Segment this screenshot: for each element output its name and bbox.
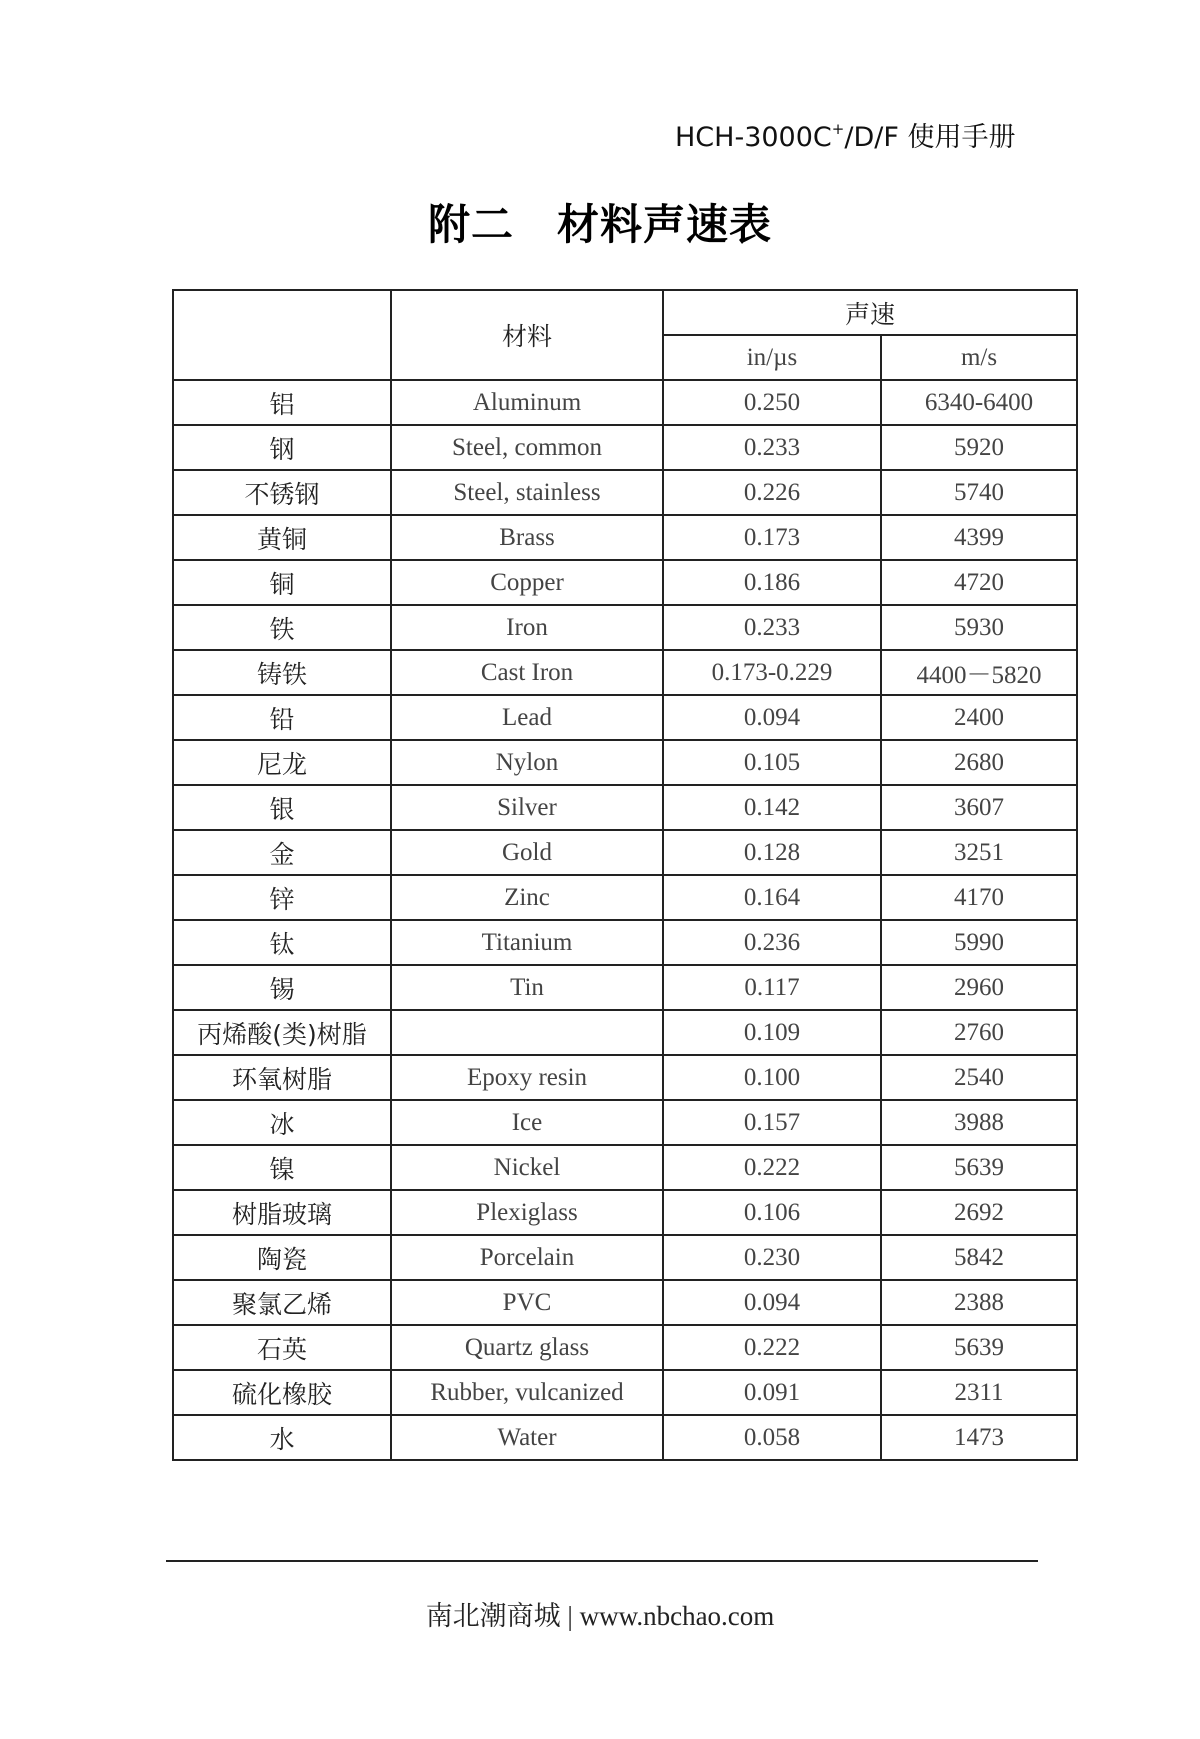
- header-model-sup: +: [831, 120, 845, 138]
- speed-m-per-s: 2388: [881, 1280, 1077, 1325]
- speed-in-per-us: 0.142: [663, 785, 881, 830]
- speed-in-per-us: 0.094: [663, 695, 881, 740]
- material-chinese-name: 水: [173, 1415, 391, 1460]
- material-english-name: Ice: [391, 1100, 663, 1145]
- material-english-name: Cast Iron: [391, 650, 663, 695]
- speed-m-per-s: 4400－5820: [881, 650, 1077, 695]
- table-row: [173, 1055, 1077, 1100]
- material-chinese-name: 铅: [173, 695, 391, 740]
- header-unit-in-us: in/µs: [663, 335, 881, 380]
- material-english-name: Epoxy resin: [391, 1055, 663, 1100]
- material-chinese-name: 树脂玻璃: [173, 1190, 391, 1235]
- page-header: [675, 115, 1055, 154]
- speed-m-per-s: 6340-6400: [881, 380, 1077, 425]
- table-row: [173, 1235, 1077, 1280]
- sound-speed-table: [172, 289, 1078, 1461]
- table-row: [173, 1190, 1077, 1235]
- table-row: [173, 470, 1077, 515]
- speed-m-per-s: 2960: [881, 965, 1077, 1010]
- speed-in-per-us: 0.094: [663, 1280, 881, 1325]
- speed-m-per-s: 1473: [881, 1415, 1077, 1460]
- speed-m-per-s: 2692: [881, 1190, 1077, 1235]
- table-row: [173, 875, 1077, 920]
- speed-m-per-s: 5920: [881, 425, 1077, 470]
- material-english-name: Porcelain: [391, 1235, 663, 1280]
- speed-in-per-us: 0.173: [663, 515, 881, 560]
- material-english-name: Nickel: [391, 1145, 663, 1190]
- speed-m-per-s: 5639: [881, 1325, 1077, 1370]
- material-chinese-name: 镍: [173, 1145, 391, 1190]
- header-unit-m-s: m/s: [881, 335, 1077, 380]
- material-english-name: Plexiglass: [391, 1190, 663, 1235]
- speed-m-per-s: 2680: [881, 740, 1077, 785]
- table-row: [173, 380, 1077, 425]
- speed-in-per-us: 0.236: [663, 920, 881, 965]
- header-material: 材料: [391, 290, 663, 380]
- material-chinese-name: 陶瓷: [173, 1235, 391, 1280]
- table-row: [173, 1100, 1077, 1145]
- material-chinese-name: 不锈钢: [173, 470, 391, 515]
- material-english-name: Aluminum: [391, 380, 663, 425]
- table-row: [173, 650, 1077, 695]
- speed-in-per-us: 0.233: [663, 425, 881, 470]
- speed-m-per-s: 4399: [881, 515, 1077, 560]
- table-row: [173, 830, 1077, 875]
- material-english-name: [391, 1010, 663, 1055]
- material-english-name: Silver: [391, 785, 663, 830]
- speed-m-per-s: 2311: [881, 1370, 1077, 1415]
- speed-m-per-s: 5990: [881, 920, 1077, 965]
- table-row: [173, 515, 1077, 560]
- speed-m-per-s: 4720: [881, 560, 1077, 605]
- material-chinese-name: 冰: [173, 1100, 391, 1145]
- speed-in-per-us: 0.164: [663, 875, 881, 920]
- material-english-name: Brass: [391, 515, 663, 560]
- material-english-name: Copper: [391, 560, 663, 605]
- material-english-name: Lead: [391, 695, 663, 740]
- header-model-prefix: HCH-3000C: [675, 122, 832, 153]
- speed-in-per-us: 0.105: [663, 740, 881, 785]
- material-english-name: Quartz glass: [391, 1325, 663, 1370]
- material-english-name: Rubber, vulcanized: [391, 1370, 663, 1415]
- table-row: [173, 1280, 1077, 1325]
- speed-in-per-us: 0.128: [663, 830, 881, 875]
- material-chinese-name: 硫化橡胶: [173, 1370, 391, 1415]
- header-speed: 声速: [663, 290, 1077, 335]
- speed-m-per-s: 3988: [881, 1100, 1077, 1145]
- footer-text: 南北潮商城 | www.nbchao.com: [425, 1601, 775, 1631]
- table-row: [173, 1325, 1077, 1370]
- page-title: 附二 材料声速表: [427, 200, 772, 249]
- material-chinese-name: 钢: [173, 425, 391, 470]
- material-chinese-name: 铝: [173, 380, 391, 425]
- speed-m-per-s: 5740: [881, 470, 1077, 515]
- material-english-name: Zinc: [391, 875, 663, 920]
- speed-in-per-us: 0.226: [663, 470, 881, 515]
- speed-in-per-us: 0.157: [663, 1100, 881, 1145]
- material-chinese-name: 铸铁: [173, 650, 391, 695]
- table-row: [173, 785, 1077, 830]
- material-english-name: Tin: [391, 965, 663, 1010]
- speed-in-per-us: 0.109: [663, 1010, 881, 1055]
- table-row: [173, 1010, 1077, 1055]
- speed-in-per-us: 0.250: [663, 380, 881, 425]
- header-blank-cell: [173, 290, 391, 380]
- speed-in-per-us: 0.222: [663, 1145, 881, 1190]
- material-chinese-name: 锡: [173, 965, 391, 1010]
- table-body: [173, 380, 1077, 1460]
- speed-in-per-us: 0.222: [663, 1325, 881, 1370]
- speed-m-per-s: 2400: [881, 695, 1077, 740]
- material-chinese-name: 铜: [173, 560, 391, 605]
- table-row: [173, 920, 1077, 965]
- material-chinese-name: 锌: [173, 875, 391, 920]
- material-english-name: Steel, stainless: [391, 470, 663, 515]
- speed-m-per-s: 2540: [881, 1055, 1077, 1100]
- speed-m-per-s: 5930: [881, 605, 1077, 650]
- material-english-name: Iron: [391, 605, 663, 650]
- material-chinese-name: 丙烯酸(类)树脂: [173, 1010, 391, 1055]
- speed-in-per-us: 0.186: [663, 560, 881, 605]
- material-english-name: Gold: [391, 830, 663, 875]
- table-row: [173, 1370, 1077, 1415]
- table-row: [173, 425, 1077, 470]
- material-english-name: Steel, common: [391, 425, 663, 470]
- material-chinese-name: 黄铜: [173, 515, 391, 560]
- speed-m-per-s: 5639: [881, 1145, 1077, 1190]
- material-chinese-name: 金: [173, 830, 391, 875]
- speed-in-per-us: 0.100: [663, 1055, 881, 1100]
- speed-m-per-s: 5842: [881, 1235, 1077, 1280]
- material-chinese-name: 钛: [173, 920, 391, 965]
- speed-in-per-us: 0.233: [663, 605, 881, 650]
- table-row: [173, 965, 1077, 1010]
- speed-m-per-s: 3251: [881, 830, 1077, 875]
- speed-m-per-s: 2760: [881, 1010, 1077, 1055]
- speed-m-per-s: 3607: [881, 785, 1077, 830]
- speed-in-per-us: 0.117: [663, 965, 881, 1010]
- material-chinese-name: 环氧树脂: [173, 1055, 391, 1100]
- material-english-name: Titanium: [391, 920, 663, 965]
- material-chinese-name: 石英: [173, 1325, 391, 1370]
- material-chinese-name: 聚氯乙烯: [173, 1280, 391, 1325]
- speed-in-per-us: 0.058: [663, 1415, 881, 1460]
- table-row: [173, 740, 1077, 785]
- material-chinese-name: 银: [173, 785, 391, 830]
- table-row: [173, 560, 1077, 605]
- speed-in-per-us: 0.106: [663, 1190, 881, 1235]
- header-model-suffix: /D/F 使用手册: [844, 122, 1016, 153]
- speed-in-per-us: 0.173-0.229: [663, 650, 881, 695]
- table-row: [173, 1415, 1077, 1460]
- material-english-name: Nylon: [391, 740, 663, 785]
- speed-in-per-us: 0.091: [663, 1370, 881, 1415]
- table-row: [173, 1145, 1077, 1190]
- footer-divider: [166, 1560, 1038, 1562]
- material-english-name: Water: [391, 1415, 663, 1460]
- speed-m-per-s: 4170: [881, 875, 1077, 920]
- material-chinese-name: 铁: [173, 605, 391, 650]
- table-row: [173, 695, 1077, 740]
- material-english-name: PVC: [391, 1280, 663, 1325]
- material-chinese-name: 尼龙: [173, 740, 391, 785]
- table-row: [173, 605, 1077, 650]
- speed-in-per-us: 0.230: [663, 1235, 881, 1280]
